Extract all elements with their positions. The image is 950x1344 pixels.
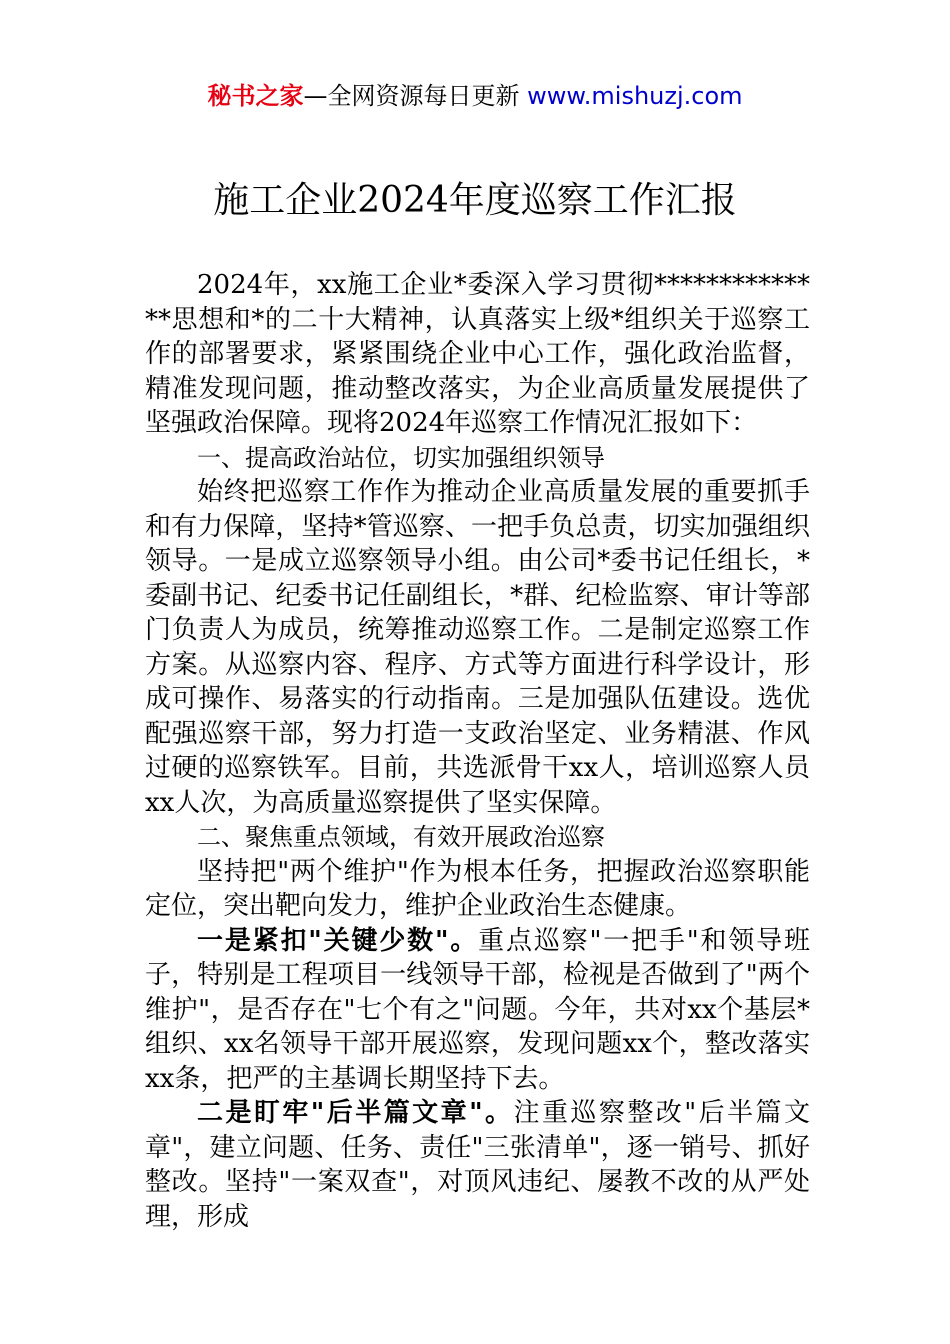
point-1-text: 重点巡察"一把手"和领导班子，特别是工程项目一线领导干部，检视是否做到了"两个维护"，是否存在"七个有之"问题。今年，共对xx个基层*组织、xx名领导干部开展巡察，发现问题xx个，整改落实xx条，把严的主基调长期坚持下去。 <box>145 925 810 1094</box>
point-2-paragraph <box>145 1096 810 1234</box>
site-header <box>0 80 950 112</box>
section-2-paragraph: 坚持把"两个维护"作为根本任务，把握政治巡察职能定位，突出靶向发力，维护企业政治生态健康。 <box>145 856 810 921</box>
section-1-paragraph: 始终把巡察工作作为推动企业高质量发展的重要抓手和有力保障，坚持*管巡察、一把手负总责，切实加强组织领导。一是成立巡察领导小组。由公司*委书记任组长，*委副书记、纪委书记任副组长，*群、纪检监察、审计等部门负责人为成员，统筹推动巡察工作。二是制定巡察工作方案。从巡察内容、程序、方式等方面进行科学设计，形成可操作、易落实的行动指南。三是加强队伍建设。选优配强巡察干部，努力打造一支政治坚定、业务精湛、作风过硬的巡察铁军。目前，共选派骨干xx人，培训巡察人员xx人次，为高质量巡察提供了坚实保障。 <box>145 477 810 818</box>
point-2-lead: 二是盯牢"后半篇文章"。 <box>197 1098 514 1128</box>
site-tagline: —全网资源每日更新 <box>303 82 520 110</box>
point-1-lead: 一是紧扣"关键少数"。 <box>197 925 479 956</box>
site-brand: 秘书之家 <box>207 82 304 110</box>
section-heading-2: 二、聚焦重点领域，有效开展政治巡察 <box>197 823 605 851</box>
site-url-link[interactable]: www.mishuzj.com <box>527 82 743 110</box>
document-body <box>145 268 810 1234</box>
point-2-text: 注重巡察整改"后半篇文章"，建立问题、任务、责任"三张清单"，逐一销号、抓好整改。坚持"一案双查"，对顶风违纪、屡教不改的从严处理，形成 <box>145 1098 810 1232</box>
section-heading-1: 一、提高政治站位，切实加强组织领导 <box>197 443 605 472</box>
intro-paragraph: 2024年，xx施工企业*委深入学习贯彻**************思想和*的二十大精神，认真落实上级*组织关于巡察工作的部署要求，紧紧围绕企业中心工作，强化政治监督，精准发现问题，推动整改落实，为企业高质量发展提供了坚强政治保障。现将2024年巡察工作情况汇报如下： <box>145 270 810 438</box>
point-1-paragraph <box>145 924 810 1097</box>
document-title: 施工企业2024年度巡察工作汇报 <box>213 180 737 221</box>
